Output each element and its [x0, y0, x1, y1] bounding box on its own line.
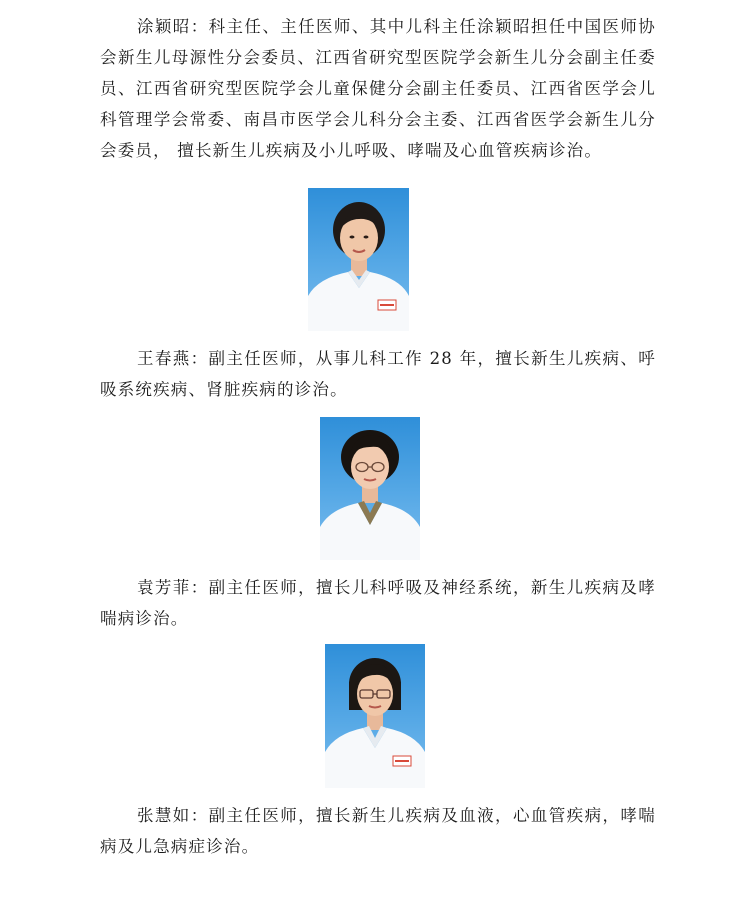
doctor-description: 张慧如：副主任医师，擅长新生儿疾病及血液，心血管疾病，哮喘病及儿急病症诊治。 [100, 806, 656, 856]
doctor-photo [308, 188, 409, 331]
doctor-photo [325, 644, 425, 788]
doctor-description: 涂颖昭：科主任、主任医师、其中儿科主任涂颖昭担任中国医师协会新生儿母源性分会委员、江西省研究型医院学会新生儿分会副主任委员、江西省研究型医院学会儿童保健分会副主任委员、江西省医学会儿科管理学会常委、南昌市医学会儿科分会主委、江西省医学会新生儿分会委员， 擅长新生儿疾病及小儿呼吸、哮喘及心血管疾病诊治。 [100, 17, 656, 160]
doctor-photo [320, 417, 420, 560]
doctor-description: 袁芳菲：副主任医师，擅长儿科呼吸及神经系统，新生儿疾病及哮喘病诊治。 [100, 578, 656, 628]
doctor-description: 王春燕：副主任医师，从事儿科工作 28 年，擅长新生儿疾病、呼吸系统疾病、肾脏疾病的诊治。 [100, 349, 656, 399]
